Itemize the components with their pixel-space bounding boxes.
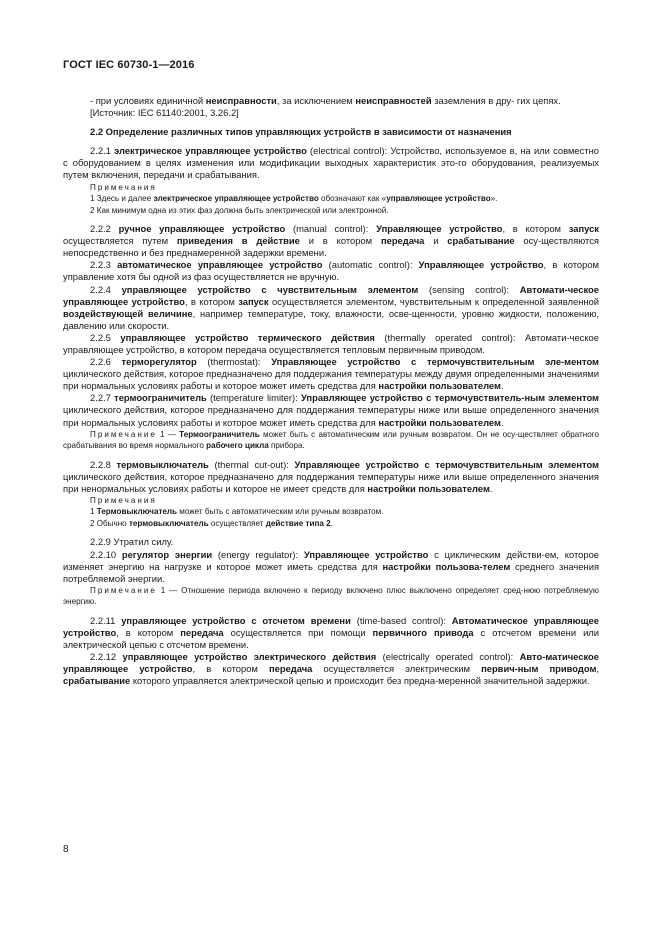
note-text [63, 506, 599, 518]
text-run: - при условиях единичной [90, 95, 206, 106]
bold-term: Управляющее устройство [418, 259, 544, 271]
bold-term: настройки пользова-телем [382, 560, 511, 572]
text-run: 2.2.8 [90, 458, 117, 470]
text-run: которого управляется электрической цепью и происходит без предна-меренной значительной задержки. [130, 675, 590, 687]
bold-term: Управляющее устройство [376, 223, 503, 235]
note-block [63, 182, 599, 217]
paragraph [63, 356, 599, 392]
bold-term: управляющее устройство электрического действия [122, 651, 377, 663]
text-run: (energy regulator): [212, 548, 304, 560]
note-heading [63, 182, 599, 194]
bold-term: передача [180, 626, 224, 638]
document-header: ГОСТ IEC 60730-1—2016 [63, 59, 195, 71]
bold-term: 2.2 Определение различных типов управляющих устройств в зависимости от назначения [90, 126, 512, 138]
text-run: 2.2.5 [90, 331, 121, 343]
bold-term: срабатывание [63, 675, 131, 687]
bold-term: термовыключатель [128, 518, 209, 528]
text-run: , например температуре, току, влажности, осве-щенности, уровню жидкости, положению, давлению или скорости. [63, 307, 599, 331]
bold-term: управляющее устройство с чувствительным элементом [121, 283, 419, 295]
text-run: (automatic control): [322, 259, 419, 271]
text-run: осуществляется электрическим [312, 663, 482, 675]
text-run: осуществляется элементом, чувствительным к определенной заявленной [268, 295, 599, 307]
bold-term: терморегулятор [121, 356, 197, 368]
text-run: . [330, 518, 333, 528]
text-run: (electrically operated control): [376, 651, 520, 663]
text-run: циклического действия, которое предназначено для поддержания температуры ниже или выше определенного значения при ненормальных условиях работы и которое не имеет средств для [63, 470, 599, 494]
text-run: среднего значения потребляемой энергии. [63, 560, 600, 584]
text-run: (time-based control): [350, 614, 452, 626]
note-block [63, 495, 599, 530]
text-run: 1 — Отношение периода включено к периоду включено плюс выключено определяет сред-нюю потребляемую энергию. [63, 585, 599, 607]
bold-term: управляющее устройство термического действия [120, 331, 375, 343]
text-run: (sensing control): [418, 283, 520, 295]
text-run: (thermal cut-out): [208, 458, 295, 470]
text-run: , в котором [192, 663, 269, 675]
note-text [63, 193, 599, 205]
text-run: . [489, 482, 493, 494]
paragraph [63, 107, 599, 119]
note-text [63, 205, 599, 217]
text-run: может быть с автоматическим или ручным возвратом. Он не осу-ществляет обратного срабатывания во время нормального [63, 429, 599, 451]
text-run: 2.2.1 [90, 145, 115, 157]
text-run: 2.2.7 [90, 392, 115, 404]
paragraph [63, 259, 599, 283]
bold-term: Термоограничитель [179, 429, 260, 439]
paragraph [63, 615, 599, 651]
paragraph [63, 126, 599, 138]
bold-term: запуск [238, 295, 269, 307]
text-run: осу-ществляются непосредственно и без преднамеренной задержки времени. [63, 235, 599, 259]
note-block [63, 429, 599, 452]
text-run: и в котором [299, 235, 381, 247]
bold-term: срабатывание [447, 235, 515, 247]
text-run: Примечание [90, 429, 157, 439]
text-run: осуществляет [208, 518, 266, 528]
text-run: , в котором [502, 223, 569, 235]
text-run: 1 Здесь и далее [90, 194, 154, 204]
text-run: осуществляется путем [63, 235, 177, 247]
bold-term: электрическое управляющее устройство [114, 145, 307, 157]
bold-term: Управляющее устройство с термочувствительным элементом [294, 458, 599, 470]
bold-term: запуск [568, 223, 599, 235]
text-run: 2.2.4 [90, 283, 122, 295]
note-text [63, 518, 599, 530]
text-run: , в котором управление хотя бы одной из фаз осуществляется не вручную. [63, 259, 599, 283]
paragraph [63, 392, 599, 428]
paragraph [63, 536, 599, 548]
bold-term: ручное управляющее устройство [118, 223, 286, 235]
text-run: ». [490, 194, 498, 204]
text-run: циклического действия, которое предназначено для поддержания температуры между двумя определенными значениями при нормальных условиях работы и которое может иметь средства для [63, 368, 599, 392]
text-run: 1 [90, 507, 97, 517]
bold-term: управляющее устройство с отсчетом времени [121, 614, 351, 626]
text-run: Примечания [90, 182, 157, 192]
text-run: 1 — [156, 429, 180, 439]
text-run: 2 Как минимум одна из этих фаз должна быть электрической или электронной. [90, 205, 389, 215]
bold-term: Управляющее устройство [303, 548, 429, 560]
text-run: 2 Обычно [90, 518, 129, 528]
bold-term: регулятор энергии [121, 548, 213, 560]
bold-term: Управляющее устройство с термочувствительным эле-ментом [271, 356, 599, 368]
bold-term: настройки пользователем [367, 482, 490, 494]
text-run: может быть с автоматическим или ручным возвратом. [177, 507, 384, 517]
text-run: заземления в дру- [431, 95, 515, 106]
text-run: (temperature limiter): [206, 392, 301, 404]
page-number: 8 [63, 844, 69, 855]
text-run: Примечание [90, 585, 157, 595]
text-run: 2.2.9 Утратил силу. [90, 536, 174, 548]
bold-term: электрическое управляющее устройство [153, 194, 319, 204]
note-heading [63, 495, 599, 507]
text-run: и [424, 235, 448, 247]
text-run: 2.2.2 [90, 223, 119, 235]
bold-term: передача [268, 663, 313, 675]
text-run: , за исключением [276, 95, 356, 106]
bold-term: первич-ным приводом [481, 663, 597, 675]
text-run: Примечания [90, 495, 157, 505]
note-text [63, 585, 599, 608]
bold-term: настройки пользователем [378, 416, 501, 428]
text-run: . [500, 416, 504, 428]
text-run: (electrical control): Устройство, используемое в, на или совместно с оборудованием в целях изменения или модификации выходных характеристик это-го оборудования, реализуемых путем включения, передачи и срабатывания. [63, 145, 599, 181]
bold-term: приведения в действие [176, 235, 300, 247]
text-run: , [596, 663, 599, 675]
bold-term: термовыключатель [116, 458, 209, 470]
text-run: с отсчетом времени или электрической цепью с отсчетом времени. [63, 626, 600, 650]
text-run: осуществляется при помощи [223, 626, 373, 638]
bold-term: передача [380, 235, 425, 247]
bold-term: Автоматическое управляющее устройство [63, 614, 599, 638]
paragraph [63, 549, 599, 585]
bold-term: Термовыключатель [96, 507, 178, 517]
bold-term: рабочего цикла [206, 441, 269, 451]
bold-term: воздействующей величине [63, 307, 193, 319]
text-run: гих цепях. [514, 95, 561, 106]
bold-term: неисправности [205, 95, 277, 106]
paragraph [63, 95, 599, 107]
bold-term: действие типа 2 [265, 518, 331, 528]
paragraph [63, 145, 599, 181]
paragraph [63, 651, 599, 687]
text-run: 2.2.3 [90, 259, 118, 271]
text-run: с циклическим действи-ем, которое изменяет энергию на нагрузке и которое может иметь средства для [63, 548, 599, 572]
bold-term: Авто-матическое управляющее устройство [63, 651, 599, 675]
document-body [63, 95, 599, 687]
note-block [63, 585, 599, 608]
bold-term: первичного привода [372, 626, 474, 638]
paragraph [63, 284, 599, 332]
text-run: [Источник: IEC 61140:2001, 3.26.2] [90, 107, 239, 119]
bold-term: управляющее устройство [386, 194, 491, 204]
text-run: обозначают как « [318, 194, 387, 204]
paragraph [63, 332, 599, 356]
text-run: 2.2.12 [90, 651, 123, 663]
paragraph [63, 223, 599, 259]
bold-term: автоматическое управляющее устройство [117, 259, 323, 271]
text-run: . [500, 380, 504, 392]
bold-term: неисправностей [355, 95, 432, 106]
text-run: , в котором [184, 295, 239, 307]
note-text [63, 429, 599, 452]
text-run: 2.2.10 [90, 548, 122, 560]
bold-term: термоограничитель [114, 392, 207, 404]
text-run: (thermostat): [196, 356, 272, 368]
text-run: прибора. [268, 441, 305, 451]
bold-term: настройки пользователем [378, 380, 501, 392]
bold-term: Управляющее устройство с термочувствитель-ным элементом [300, 392, 599, 404]
text-run: 2.2.6 [90, 356, 122, 368]
text-run: 2.2.11 [90, 614, 122, 626]
text-run: (thermally operated control): Автомати-ческое управляющее устройство, в котором передача осуществляется тепловым первичным приводом. [63, 331, 599, 355]
bold-term: Автомати-ческое управляющее устройство [63, 283, 599, 307]
text-run: циклического действия, которое предназначено для поддержания температуры ниже или выше определенного значения при нормальных условиях работы и которое может иметь средства для [63, 404, 599, 428]
text-run: , в котором [116, 626, 181, 638]
paragraph [63, 459, 599, 495]
text-run: (manual control): [285, 223, 377, 235]
